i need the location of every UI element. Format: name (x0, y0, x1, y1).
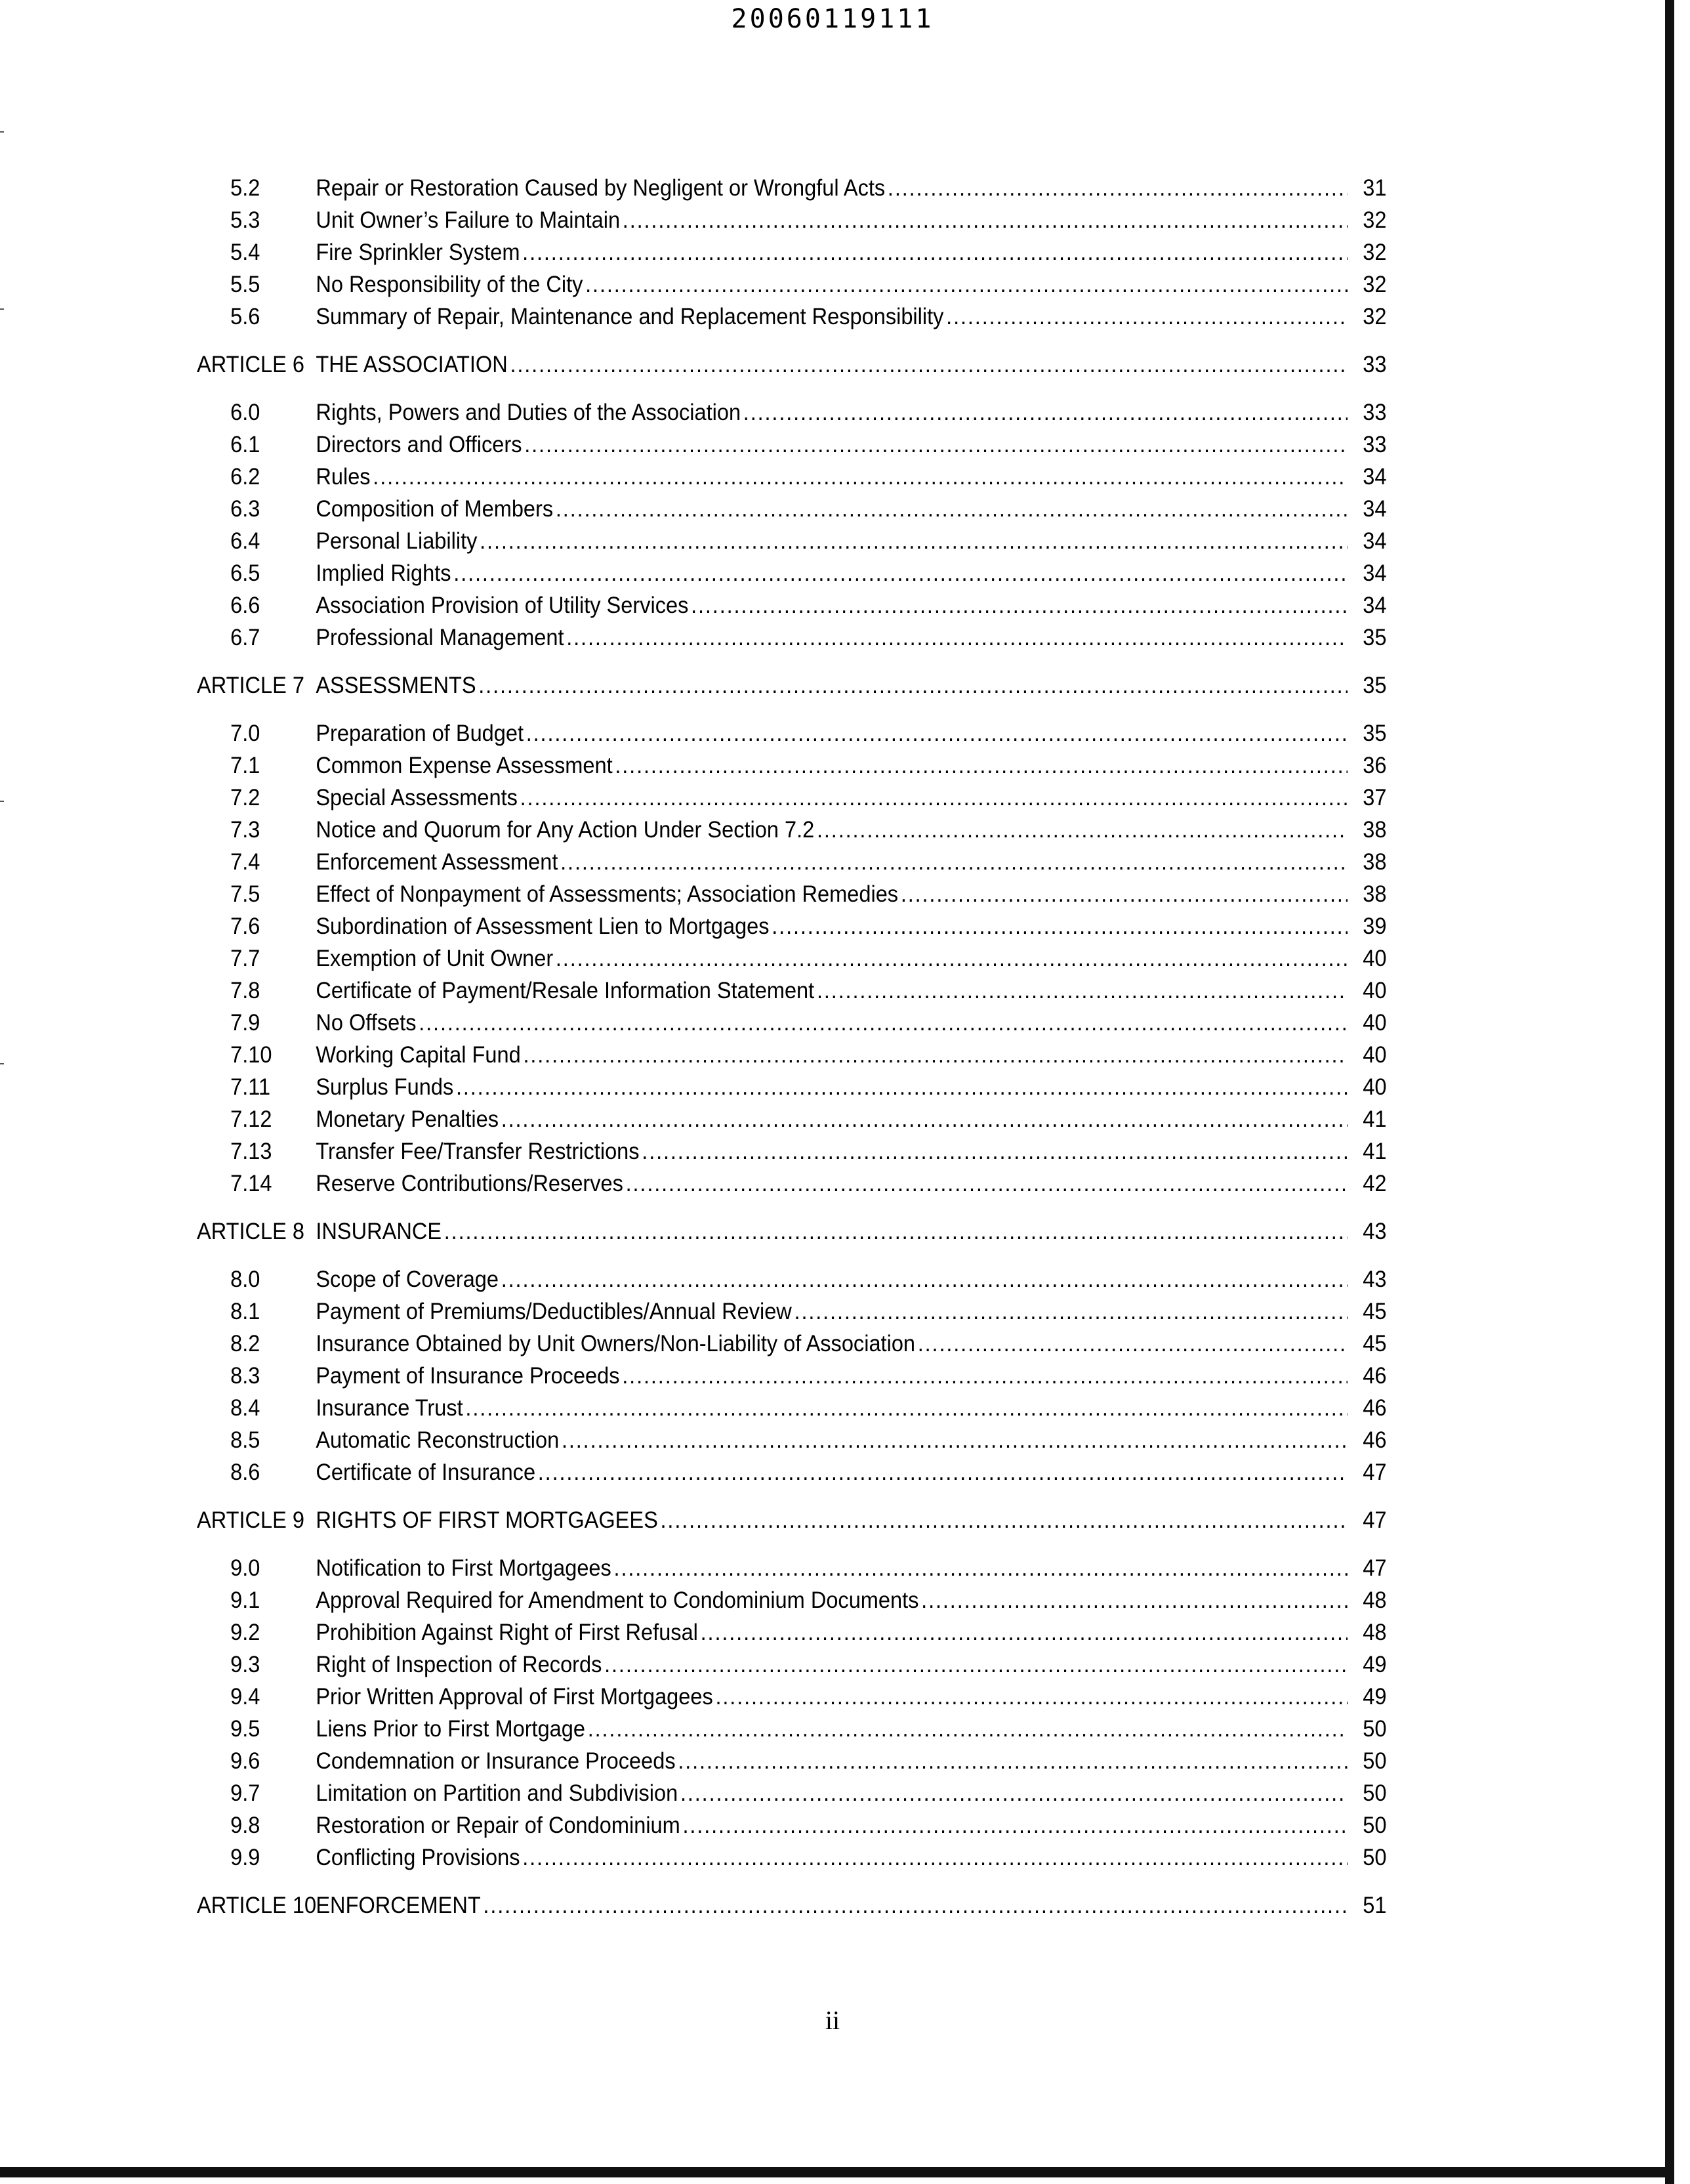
toc-section-row (197, 878, 1387, 910)
dot-leader (566, 621, 1348, 654)
toc-page-number: 34 (1363, 496, 1387, 522)
dot-leader (556, 942, 1348, 975)
toc-page-number: 33 (1363, 400, 1387, 425)
toc-page-number: 51 (1363, 1893, 1387, 1918)
section-number: 7.5 (230, 881, 260, 907)
section-title: Rules (316, 464, 371, 490)
document-id-stamp: 20060119111 (731, 4, 934, 34)
section-number: 6.1 (230, 432, 260, 457)
toc-article-row (197, 1215, 1387, 1248)
dot-leader (623, 204, 1348, 236)
section-title: Surplus Funds (316, 1074, 454, 1100)
toc-page-number: 40 (1363, 1074, 1387, 1100)
article-number: ARTICLE 10 (197, 1893, 317, 1918)
section-number: 5.5 (230, 272, 260, 297)
section-number: 5.6 (230, 304, 260, 329)
section-gap (197, 1488, 1387, 1504)
toc-page-number: 40 (1363, 1042, 1387, 1068)
toc-section-row (197, 1552, 1387, 1584)
toc-section-row (197, 493, 1387, 525)
section-number: 9.2 (230, 1620, 260, 1645)
toc-section-row (197, 942, 1387, 975)
section-gap (197, 333, 1387, 348)
dot-leader (444, 1215, 1348, 1248)
article-title: ENFORCEMENT (316, 1893, 481, 1918)
section-number: 6.0 (230, 400, 260, 425)
section-title: Restoration or Repair of Condominium (316, 1813, 680, 1838)
section-title: Implied Rights (316, 560, 451, 586)
toc-section-row (197, 975, 1387, 1007)
section-number: 9.0 (230, 1555, 260, 1581)
toc-section-row (197, 1295, 1387, 1328)
scan-mark (0, 131, 4, 133)
section-gap (197, 1200, 1387, 1215)
toc-section-row (197, 1648, 1387, 1681)
section-title: Right of Inspection of Records (316, 1652, 602, 1677)
toc-section-row (197, 717, 1387, 749)
dot-leader (510, 348, 1348, 381)
toc-section-row (197, 910, 1387, 942)
toc-section-row (197, 396, 1387, 429)
dot-leader (562, 1424, 1348, 1456)
scan-mark (0, 308, 4, 310)
dot-leader (560, 846, 1348, 878)
toc-page-number: 41 (1363, 1139, 1387, 1164)
toc-page-number: 50 (1363, 1845, 1387, 1870)
section-gap (197, 702, 1387, 717)
article-title: INSURANCE (316, 1219, 442, 1244)
dot-leader (946, 301, 1348, 333)
section-title: Subordination of Assessment Lien to Mortgages (316, 914, 770, 939)
toc-page-number: 41 (1363, 1106, 1387, 1132)
section-title: Common Expense Assessment (316, 753, 613, 778)
toc-section-row (197, 1360, 1387, 1392)
section-number: 9.7 (230, 1780, 260, 1806)
section-title: Preparation of Budget (316, 721, 524, 746)
dot-leader (817, 814, 1348, 846)
dot-leader (701, 1616, 1348, 1648)
dot-leader (456, 1071, 1348, 1103)
toc-article-row (197, 1889, 1387, 1922)
toc-section-row (197, 621, 1387, 654)
toc-page-number: 46 (1363, 1395, 1387, 1421)
section-title: Condemnation or Insurance Proceeds (316, 1748, 676, 1774)
section-title: Effect of Nonpayment of Assessments; Association Remedies (316, 881, 899, 907)
toc-page-number: 49 (1363, 1684, 1387, 1710)
toc-article-row (197, 1504, 1387, 1536)
section-title: Payment of Premiums/Deductibles/Annual Review (316, 1299, 792, 1324)
section-title: Automatic Reconstruction (316, 1427, 560, 1453)
article-number: ARTICLE 9 (197, 1507, 305, 1533)
section-title: Transfer Fee/Transfer Restrictions (316, 1139, 640, 1164)
dot-leader (918, 1328, 1348, 1360)
section-number: 6.5 (230, 560, 260, 586)
toc-page-number: 35 (1363, 721, 1387, 746)
section-number: 6.4 (230, 528, 260, 554)
toc-section-row (197, 236, 1387, 268)
toc-page-number: 33 (1363, 432, 1387, 457)
section-title: Prior Written Approval of First Mortgagees (316, 1684, 713, 1710)
dot-leader (588, 1713, 1348, 1745)
dot-leader (585, 268, 1348, 301)
toc-section-row (197, 1039, 1387, 1071)
toc-page-number: 50 (1363, 1780, 1387, 1806)
section-title: Limitation on Partition and Subdivision (316, 1780, 678, 1806)
toc-page-number: 47 (1363, 1555, 1387, 1581)
section-title: Repair or Restoration Caused by Negligent or Wrongful Acts (316, 175, 886, 201)
table-of-contents (197, 172, 1387, 1937)
dot-leader (501, 1103, 1348, 1135)
toc-page-number: 47 (1363, 1460, 1387, 1485)
dot-leader (614, 1552, 1348, 1584)
toc-page-number: 40 (1363, 946, 1387, 971)
section-number: 8.6 (230, 1460, 260, 1485)
dot-leader (523, 1039, 1348, 1071)
toc-section-row (197, 172, 1387, 204)
article-number: ARTICLE 8 (197, 1219, 305, 1244)
article-title: THE ASSOCIATION (316, 352, 508, 377)
dot-leader (678, 1745, 1348, 1777)
dot-leader (743, 396, 1348, 429)
toc-section-row (197, 1167, 1387, 1200)
toc-section-row (197, 1681, 1387, 1713)
dot-leader (520, 782, 1348, 814)
dot-leader (626, 1167, 1348, 1200)
toc-section-row (197, 1135, 1387, 1167)
toc-page-number: 43 (1363, 1219, 1387, 1244)
section-number: 7.12 (230, 1106, 272, 1132)
toc-page-number: 45 (1363, 1299, 1387, 1324)
section-title: Directors and Officers (316, 432, 522, 457)
article-title: RIGHTS OF FIRST MORTGAGEES (316, 1507, 658, 1533)
toc-page-number: 50 (1363, 1748, 1387, 1774)
toc-page-number: 34 (1363, 464, 1387, 490)
dot-leader (642, 1135, 1348, 1167)
article-number: ARTICLE 7 (197, 673, 305, 698)
section-title: Payment of Insurance Proceeds (316, 1363, 620, 1389)
section-number: 8.0 (230, 1267, 260, 1292)
toc-page-number: 48 (1363, 1587, 1387, 1613)
dot-leader (680, 1777, 1348, 1809)
toc-page-number: 42 (1363, 1171, 1387, 1196)
toc-page-number: 34 (1363, 528, 1387, 554)
dot-leader (465, 1392, 1348, 1424)
section-gap (197, 1248, 1387, 1263)
toc-page-number: 46 (1363, 1427, 1387, 1453)
dot-leader (453, 557, 1348, 589)
dot-leader (888, 172, 1348, 204)
toc-page-number: 50 (1363, 1716, 1387, 1742)
section-title: No Responsibility of the City (316, 272, 583, 297)
dot-leader (524, 429, 1348, 461)
dot-leader (682, 1809, 1347, 1841)
section-title: Scope of Coverage (316, 1267, 499, 1292)
section-title: Professional Management (316, 625, 564, 650)
toc-page-number: 37 (1363, 785, 1387, 810)
toc-article-row (197, 348, 1387, 381)
dot-leader (817, 975, 1348, 1007)
section-title: Personal Liability (316, 528, 478, 554)
scan-mark (0, 801, 4, 802)
toc-section-row (197, 589, 1387, 621)
section-number: 7.10 (230, 1042, 272, 1068)
section-number: 8.3 (230, 1363, 260, 1389)
section-number: 7.4 (230, 849, 260, 875)
toc-page-number: 43 (1363, 1267, 1387, 1292)
dot-leader (604, 1648, 1348, 1681)
toc-page-number: 35 (1363, 625, 1387, 650)
section-title: Certificate of Payment/Resale Information Statement (316, 978, 815, 1003)
page-number: ii (825, 2006, 840, 2035)
toc-section-row (197, 525, 1387, 557)
toc-page-number: 39 (1363, 914, 1387, 939)
section-number: 8.1 (230, 1299, 260, 1324)
section-title: Enforcement Assessment (316, 849, 558, 875)
section-number: 6.6 (230, 593, 260, 618)
toc-section-row (197, 1392, 1387, 1424)
section-number: 7.6 (230, 914, 260, 939)
toc-section-row (197, 1777, 1387, 1809)
toc-page-number: 32 (1363, 304, 1387, 329)
section-gap (197, 381, 1387, 396)
dot-leader (373, 461, 1348, 493)
dot-leader (772, 910, 1348, 942)
article-number: ARTICLE 6 (197, 352, 305, 377)
toc-section-row (197, 1103, 1387, 1135)
section-title: Reserve Contributions/Reserves (316, 1171, 623, 1196)
toc-section-row (197, 1584, 1387, 1616)
dot-leader (478, 669, 1348, 702)
dot-leader (556, 493, 1348, 525)
section-number: 7.2 (230, 785, 260, 810)
toc-section-row (197, 429, 1387, 461)
section-title: Prohibition Against Right of First Refusal (316, 1620, 698, 1645)
section-title: Certificate of Insurance (316, 1460, 536, 1485)
toc-section-row (197, 1263, 1387, 1295)
toc-section-row (197, 557, 1387, 589)
dot-leader (522, 236, 1348, 268)
section-number: 6.2 (230, 464, 260, 490)
section-title: Insurance Trust (316, 1395, 463, 1421)
toc-page-number: 40 (1363, 978, 1387, 1003)
section-gap (197, 1536, 1387, 1552)
toc-section-row (197, 1713, 1387, 1745)
section-number: 9.1 (230, 1587, 260, 1613)
section-number: 6.3 (230, 496, 260, 522)
section-number: 7.8 (230, 978, 260, 1003)
toc-section-row (197, 1071, 1387, 1103)
section-number: 7.1 (230, 753, 260, 778)
section-title: Conflicting Provisions (316, 1845, 520, 1870)
section-number: 9.9 (230, 1845, 260, 1870)
section-title: Notification to First Mortgagees (316, 1555, 611, 1581)
scan-mark (0, 1063, 4, 1064)
section-gap (197, 654, 1387, 669)
section-number: 7.0 (230, 721, 260, 746)
section-number: 9.5 (230, 1716, 260, 1742)
section-title: No Offsets (316, 1010, 417, 1036)
section-title: Notice and Quorum for Any Action Under Section 7.2 (316, 817, 815, 843)
section-number: 6.7 (230, 625, 260, 650)
section-title: Liens Prior to First Mortgage (316, 1716, 586, 1742)
section-number: 9.3 (230, 1652, 260, 1677)
section-title: Insurance Obtained by Unit Owners/Non-Liability of Association (316, 1331, 916, 1356)
toc-page-number: 34 (1363, 560, 1387, 586)
section-number: 9.8 (230, 1813, 260, 1838)
dot-leader (615, 749, 1348, 782)
toc-page-number: 45 (1363, 1331, 1387, 1356)
section-number: 7.3 (230, 817, 260, 843)
toc-section-row (197, 1328, 1387, 1360)
toc-section-row (197, 268, 1387, 301)
toc-section-row (197, 1424, 1387, 1456)
dot-leader (661, 1504, 1348, 1536)
toc-page-number: 46 (1363, 1363, 1387, 1389)
toc-page-number: 32 (1363, 272, 1387, 297)
dot-leader (622, 1360, 1348, 1392)
section-number: 8.2 (230, 1331, 260, 1356)
toc-page-number: 47 (1363, 1507, 1387, 1533)
section-title: Monetary Penalties (316, 1106, 499, 1132)
section-number: 8.5 (230, 1427, 260, 1453)
section-number: 7.7 (230, 946, 260, 971)
toc-page-number: 34 (1363, 593, 1387, 618)
dot-leader (716, 1681, 1348, 1713)
section-title: Special Assessments (316, 785, 518, 810)
section-title: Composition of Members (316, 496, 554, 522)
toc-page-number: 40 (1363, 1010, 1387, 1036)
section-title: Fire Sprinkler System (316, 240, 520, 265)
dot-leader (901, 878, 1348, 910)
toc-section-row (197, 1745, 1387, 1777)
toc-page-number: 48 (1363, 1620, 1387, 1645)
dot-leader (480, 525, 1348, 557)
toc-section-row (197, 814, 1387, 846)
section-number: 5.4 (230, 240, 260, 265)
section-number: 9.4 (230, 1684, 260, 1710)
section-number: 7.9 (230, 1010, 260, 1036)
toc-page-number: 38 (1363, 881, 1387, 907)
toc-section-row (197, 461, 1387, 493)
article-title: ASSESSMENTS (316, 673, 476, 698)
section-number: 5.2 (230, 175, 260, 201)
section-gap (197, 1922, 1387, 1937)
toc-section-row (197, 301, 1387, 333)
dot-leader (419, 1007, 1348, 1039)
dot-leader (483, 1889, 1348, 1922)
section-title: Rights, Powers and Duties of the Association (316, 400, 741, 425)
toc-page-number: 32 (1363, 207, 1387, 233)
section-title: Approval Required for Amendment to Condominium Documents (316, 1587, 919, 1613)
section-number: 5.3 (230, 207, 260, 233)
toc-page-number: 38 (1363, 849, 1387, 875)
toc-page-number: 50 (1363, 1813, 1387, 1838)
toc-page-number: 31 (1363, 175, 1387, 201)
toc-section-row (197, 204, 1387, 236)
toc-section-row (197, 846, 1387, 878)
section-number: 7.14 (230, 1171, 272, 1196)
toc-article-row (197, 669, 1387, 702)
toc-section-row (197, 1809, 1387, 1841)
section-number: 9.6 (230, 1748, 260, 1774)
dot-leader (794, 1295, 1348, 1328)
toc-page-number: 49 (1363, 1652, 1387, 1677)
section-title: Summary of Repair, Maintenance and Replacement Responsibility (316, 304, 944, 329)
toc-section-row (197, 749, 1387, 782)
section-title: Working Capital Fund (316, 1042, 521, 1068)
section-title: Association Provision of Utility Services (316, 593, 689, 618)
dot-leader (526, 717, 1348, 749)
section-title: Exemption of Unit Owner (316, 946, 554, 971)
section-gap (197, 1874, 1387, 1889)
section-number: 7.11 (230, 1074, 271, 1100)
toc-page-number: 35 (1363, 673, 1387, 698)
scan-border-bottom (0, 2167, 1674, 2177)
section-title: Unit Owner’s Failure to Maintain (316, 207, 621, 233)
toc-section-row (197, 1616, 1387, 1648)
toc-section-row (197, 1007, 1387, 1039)
dot-leader (691, 589, 1348, 621)
toc-section-row (197, 782, 1387, 814)
scan-border-right (1665, 0, 1674, 2184)
dot-leader (538, 1456, 1348, 1488)
toc-page-number: 32 (1363, 240, 1387, 265)
toc-page-number: 36 (1363, 753, 1387, 778)
toc-page-number: 33 (1363, 352, 1387, 377)
toc-section-row (197, 1456, 1387, 1488)
dot-leader (522, 1841, 1348, 1874)
section-number: 8.4 (230, 1395, 260, 1421)
toc-section-row (197, 1841, 1387, 1874)
toc-page-number: 38 (1363, 817, 1387, 843)
section-number: 7.13 (230, 1139, 272, 1164)
dot-leader (921, 1584, 1348, 1616)
dot-leader (501, 1263, 1348, 1295)
